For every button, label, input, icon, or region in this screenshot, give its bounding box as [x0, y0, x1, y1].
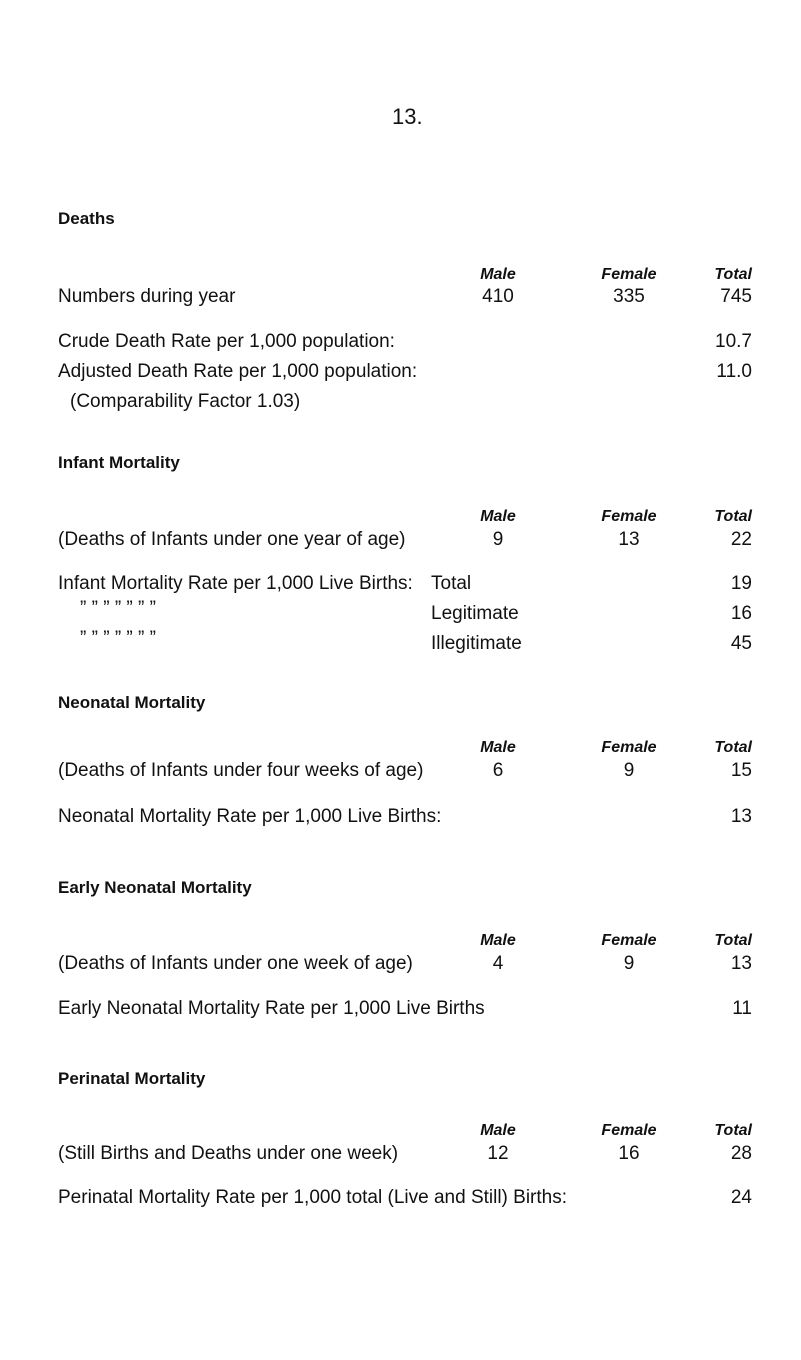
- neonatal-mortality-heading: Neonatal Mortality: [58, 693, 206, 712]
- early-neonatal-female-header: Female: [601, 932, 657, 949]
- early-neonatal-female-value: 9: [623, 953, 635, 974]
- perinatal-rate-value: 24: [730, 1187, 752, 1208]
- perinatal-total-header: Total: [714, 1122, 752, 1139]
- infant-deaths-label: (Deaths of Infants under one year of age): [58, 529, 406, 550]
- deaths-male-value: 410: [482, 286, 514, 307]
- infant-total-header: Total: [714, 508, 752, 525]
- early-neonatal-total-value: 13: [730, 953, 752, 974]
- perinatal-mortality-heading: Perinatal Mortality: [58, 1069, 206, 1088]
- neonatal-deaths-label: (Deaths of Infants under four weeks of age): [58, 760, 424, 781]
- perinatal-male-value: 12: [487, 1143, 509, 1164]
- infant-female-value: 13: [618, 529, 640, 550]
- neonatal-male-header: Male: [480, 739, 516, 756]
- infant-male-value: 9: [492, 529, 504, 550]
- early-neonatal-rate-label: Early Neonatal Mortality Rate per 1,000 Live Births: [58, 998, 485, 1019]
- crude-death-rate-label: Crude Death Rate per 1,000 population:: [58, 331, 395, 352]
- deaths-total-header: Total: [714, 266, 752, 283]
- adjusted-death-rate-label: Adjusted Death Rate per 1,000 population:: [58, 361, 418, 382]
- early-neonatal-deaths-label: (Deaths of Infants under one week of age): [58, 953, 413, 974]
- crude-death-rate-value: 10.7: [715, 331, 752, 352]
- deaths-female-header: Female: [601, 266, 657, 283]
- infant-rate-illegitimate-value: 45: [730, 633, 752, 654]
- adjusted-death-rate-value: 11.0: [716, 361, 752, 382]
- perinatal-female-value: 16: [618, 1143, 640, 1164]
- ditto-marks-legitimate: ” ” ” ” ” ” ”: [80, 598, 156, 619]
- perinatal-male-header: Male: [480, 1122, 516, 1139]
- infant-rate-total-label: Total: [431, 573, 472, 594]
- early-neonatal-male-value: 4: [492, 953, 504, 974]
- neonatal-rate-label: Neonatal Mortality Rate per 1,000 Live Births:: [58, 806, 442, 827]
- perinatal-rate-label: Perinatal Mortality Rate per 1,000 total (Live and Still) Births:: [58, 1187, 568, 1208]
- infant-mortality-heading: Infant Mortality: [58, 453, 180, 472]
- early-neonatal-total-header: Total: [714, 932, 752, 949]
- perinatal-deaths-label: (Still Births and Deaths under one week): [58, 1143, 399, 1164]
- deaths-female-value: 335: [613, 286, 645, 307]
- infant-rate-total-value: 19: [730, 573, 752, 594]
- infant-male-header: Male: [480, 508, 516, 525]
- early-neonatal-male-header: Male: [480, 932, 516, 949]
- deaths-heading: Deaths: [58, 209, 115, 228]
- neonatal-total-header: Total: [714, 739, 752, 756]
- comparability-factor: (Comparability Factor 1.03): [70, 391, 301, 412]
- perinatal-female-header: Female: [601, 1122, 657, 1139]
- neonatal-total-value: 15: [730, 760, 752, 781]
- early-neonatal-heading: Early Neonatal Mortality: [58, 878, 252, 897]
- neonatal-rate-value: 13: [730, 806, 752, 827]
- deaths-numbers-label: Numbers during year: [58, 286, 236, 307]
- deaths-total-value: 745: [720, 286, 752, 307]
- infant-total-value: 22: [730, 529, 752, 550]
- infant-rate-legitimate-value: 16: [730, 603, 752, 624]
- ditto-marks-illegitimate: ” ” ” ” ” ” ”: [80, 628, 156, 649]
- perinatal-total-value: 28: [730, 1143, 752, 1164]
- infant-rate-legitimate-label: Legitimate: [431, 603, 519, 624]
- neonatal-male-value: 6: [492, 760, 504, 781]
- infant-rate-illegitimate-label: Illegitimate: [431, 633, 522, 654]
- page-number: 13.: [392, 104, 423, 129]
- deaths-male-header: Male: [480, 266, 516, 283]
- early-neonatal-rate-value: 11: [732, 998, 752, 1019]
- neonatal-female-value: 9: [623, 760, 635, 781]
- neonatal-female-header: Female: [601, 739, 657, 756]
- infant-rate-label: Infant Mortality Rate per 1,000 Live Births:: [58, 573, 413, 594]
- infant-female-header: Female: [601, 508, 657, 525]
